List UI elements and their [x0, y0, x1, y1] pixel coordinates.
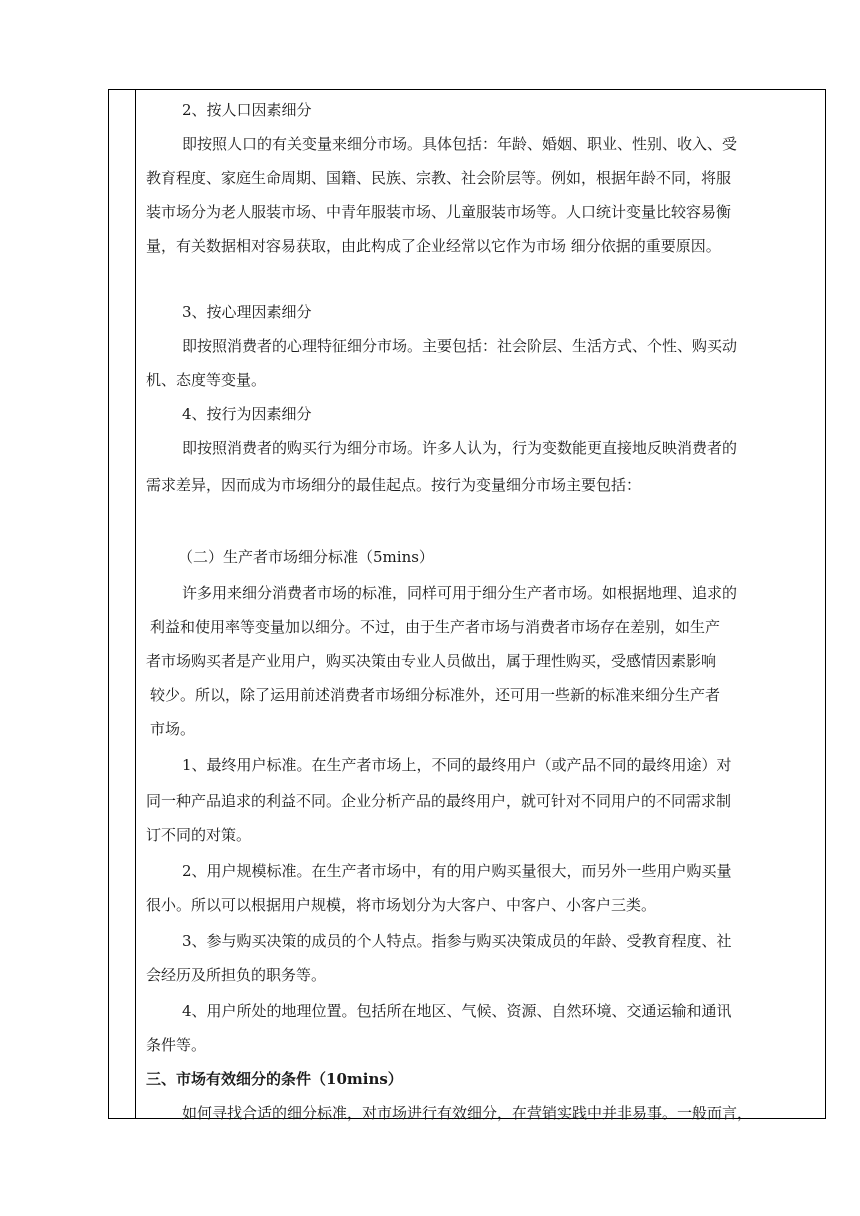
paragraph-line: 利益和使用率等变量加以细分。不过，由于生产者市场与消费者市场存在差别，如生产	[150, 618, 721, 636]
paragraph-line: 较少。所以，除了运用前述消费者市场细分标准外，还可用一些新的标准来细分生产者	[150, 686, 721, 704]
paragraph-line: 4、用户所处的地理位置。包括所在地区、气候、资源、自然环境、交通运输和通讯	[182, 1002, 732, 1020]
paragraph-line: 同一种产品追求的利益不同。企业分析产品的最终用户，就可针对不同用户的不同需求制	[146, 792, 732, 810]
paragraph-line: 会经历及所担负的职务等。	[146, 966, 327, 984]
paragraph-line: 2、用户规模标准。在生产者市场中，有的用户购买量很大，而另外一些用户购买量	[182, 862, 732, 880]
paragraph-line: 很小。所以可以根据用户规模，将市场划分为大客户、中客户、小客户三类。	[146, 896, 657, 914]
paragraph-line: 者市场购买者是产业用户，购买决策由专业人员做出，属于理性购买，受感情因素影响	[146, 652, 717, 670]
heading-producer-market: （二）生产者市场细分标准（5mins）	[178, 548, 434, 566]
heading-psychological: 3、按心理因素细分	[182, 303, 312, 321]
paragraph-line: 装市场分为老人服装市场、中青年服装市场、儿童服装市场等。人口统计变量比较容易衡	[146, 203, 732, 221]
heading-demographic: 2、按人口因素细分	[182, 101, 312, 119]
paragraph-line: 许多用来细分消费者市场的标准，同样可用于细分生产者市场。如根据地理、追求的	[182, 584, 738, 602]
paragraph-line: 3、参与购买决策的成员的个人特点。指参与购买决策成员的年龄、受教育程度、社	[182, 932, 732, 950]
paragraph-line: 1、最终用户标准。在生产者市场上，不同的最终用户（或产品不同的最终用途）对	[182, 756, 732, 774]
paragraph-line: 机、态度等变量。	[146, 371, 267, 389]
paragraph-line: 条件等。	[146, 1036, 207, 1054]
paragraph-line: 市场。	[150, 720, 196, 738]
column-divider	[135, 89, 136, 1119]
paragraph-line: 需求差异，因而成为市场细分的最佳起点。按行为变量细分市场主要包括：	[146, 476, 642, 494]
paragraph-line: 即按照消费者的购买行为细分市场。许多人认为，行为变数能更直接地反映消费者的	[182, 439, 738, 457]
paragraph-line: 即按照消费者的心理特征细分市场。主要包括：社会阶层、生活方式、个性、购买动	[182, 337, 738, 355]
paragraph-line: 即按照人口的有关变量来细分市场。具体包括：年龄、婚姻、职业、性别、收入、受	[182, 135, 738, 153]
paragraph-line: 量，有关数据相对容易获取，由此构成了企业经常以它作为市场 细分依据的重要原因。	[146, 237, 721, 255]
heading-behavioral: 4、按行为因素细分	[182, 405, 312, 423]
section-heading-effective-segmentation: 三、市场有效细分的条件（10mins）	[146, 1070, 403, 1088]
paragraph-line: 教育程度、家庭生命周期、国籍、民族、宗教、社会阶层等。例如，根据年龄不同，将服	[146, 169, 732, 187]
paragraph-line: 订不同的对策。	[146, 826, 252, 844]
paragraph-line: 如何寻找合适的细分标准，对市场进行有效细分，在营销实践中并非易事。一般而言，	[182, 1104, 753, 1122]
